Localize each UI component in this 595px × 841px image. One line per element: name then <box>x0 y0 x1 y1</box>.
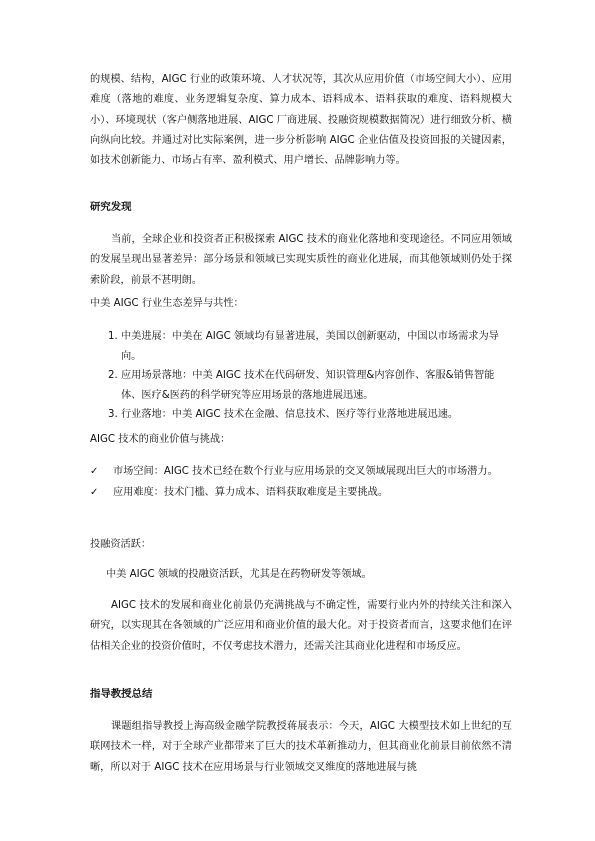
list-item <box>90 327 512 366</box>
ecosystem-label: 中美 AIGC 行业生态差异与共性： <box>90 298 244 309</box>
ecosystem-list <box>90 327 512 425</box>
value-list <box>90 462 512 503</box>
advisor-heading: 指导教授总结 <box>90 688 153 700</box>
finance-label: 投融资活跃： <box>90 539 152 550</box>
list-item <box>90 483 512 503</box>
list-item <box>90 462 512 482</box>
list-number: 1. <box>108 331 118 342</box>
list-item-text: 市场空间：AIGC 技术已经在数个行业与应用场景的交叉领域展现出巨大的市场潜力。 <box>113 466 498 477</box>
list-item-text: 应用难度：技术门槛、算力成本、语料获取难度是主要挑战。 <box>113 486 389 498</box>
checkmark-icon: ✓ <box>90 466 99 477</box>
findings-paragraph: 当前，全球企业和投资者正积极探索 AIGC 技术的商业化落地和变现途径。不同应用领域的发展呈现出显著差异：部分场景和领域已实现实质性的商业化进展，而其他领域则仍处于探索阶段，前景不甚明朗。 <box>90 234 512 286</box>
outlook-paragraph: AIGC 技术的发展和商业化前景仍充满挑战与不确定性，需要行业内外的持续关注和深入研究，以实现其在各领域的广泛应用和商业价值的最大化。对于投资者而言，这要求他们在评估相关企业的投资价值时，不仅考虑技术潜力，还需关注其商业化进程和市场反应。 <box>90 600 512 652</box>
intro-paragraph: 的规模、结构，AIGC 行业的政策环境、人才状况等，其次从应用价值（市场空间大小）、应用难度（落地的难度、业务逻辑复杂度、算力成本、语料成本、语料获取的难度、语料规模大小）、环境现状（客户侧落地进展、AIGC 厂商进展、投融资规模数据简况）进行细致分析、横向纵向比较。并通过对比实际案例，进一步分析影响 AIGC 企业估值及投资回报的关键因素，如技术创新能力、市场占有率、盈利模式、用户增长、品牌影响力等。 <box>90 74 512 167</box>
list-item <box>90 405 512 425</box>
checkmark-icon: ✓ <box>90 486 99 498</box>
value-label: AIGC 技术的商业价值与挑战： <box>90 434 231 445</box>
finance-text: 中美 AIGC 领域的投融资活跃，尤其是在药物研发等领域。 <box>106 569 372 580</box>
list-number: 2. <box>108 370 118 381</box>
list-item <box>90 366 512 405</box>
list-item-text: 应用场景落地：中美 AIGC 技术在代码研发、知识管理&内容创作、客服&销售智能体、医疗&医药的科学研究等应用场景的落地进展迅速。 <box>121 370 495 401</box>
list-number: 3. <box>108 409 118 420</box>
list-item-text: 中美进展：中美在 AIGC 领域均有显著进展，美国以创新驱动，中国以市场需求为导向。 <box>121 331 499 362</box>
findings-heading: 研究发现 <box>90 201 132 213</box>
list-item-text: 行业落地：中美 AIGC 技术在金融、信息技术、医疗等行业落地进展迅速。 <box>121 409 459 420</box>
advisor-paragraph: 课题组指导教授上海高级金融学院教授蒋展表示：今天，AIGC 大模型技术如上世纪的互联网技术一样，对于全球产业都带来了巨大的技术革新推动力，但其商业化前景目前依然不清晰，所以对于 AIGC 技术在应用场景与行业领域交叉维度的落地进展与挑 <box>90 721 512 773</box>
